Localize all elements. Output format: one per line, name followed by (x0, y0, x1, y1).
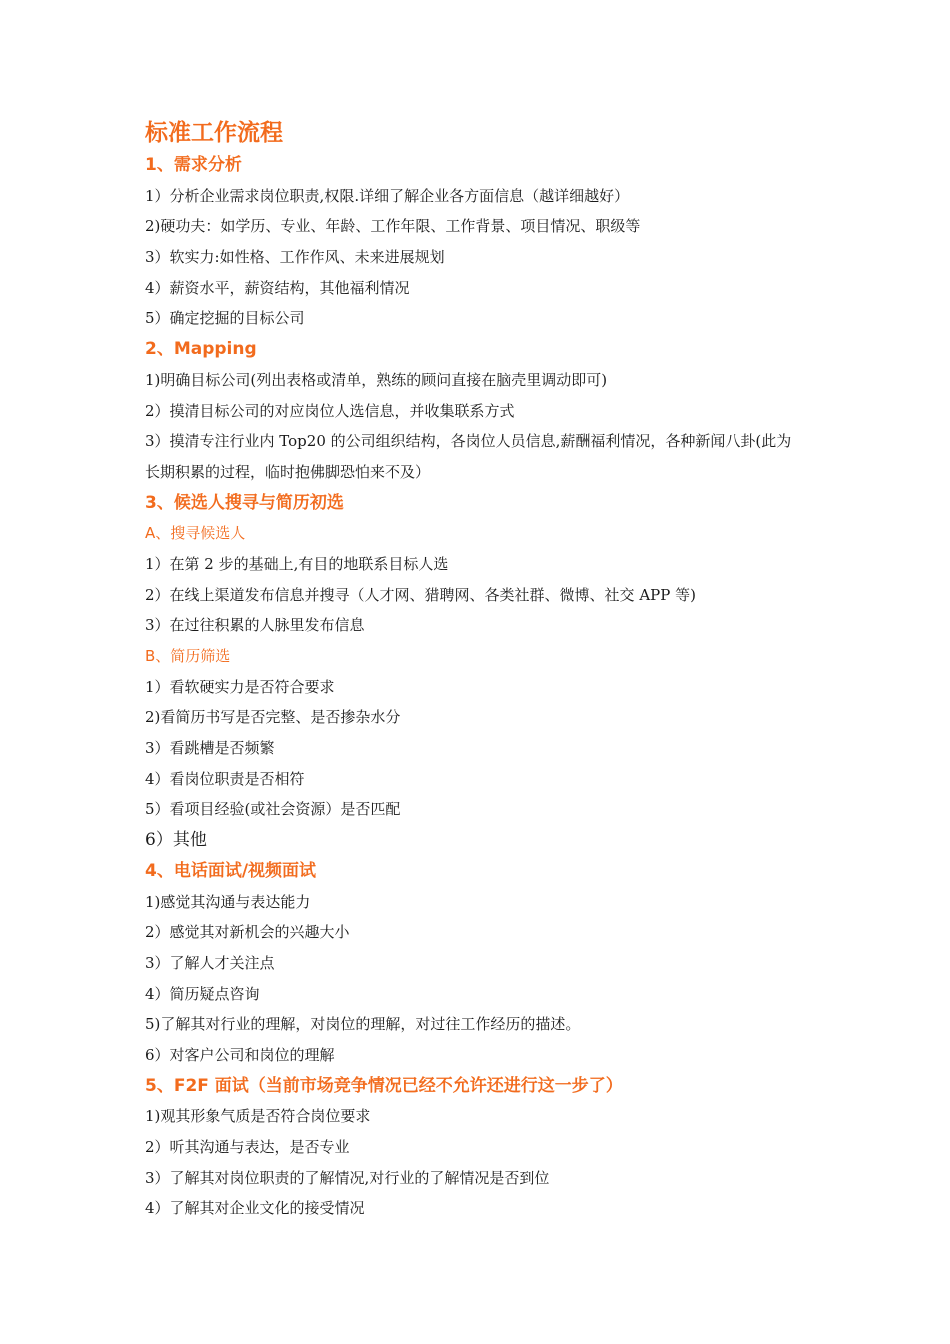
list-item: 3）了解人才关注点 (145, 953, 275, 972)
section-mapping (145, 334, 825, 487)
section-heading: 3、候选人搜寻与简历初选 (145, 492, 344, 513)
list-item: 3）在过往积累的人脉里发布信息 (145, 616, 365, 635)
list-item: 3）软实力:如性格、工作作风、未来进展规划 (145, 248, 445, 267)
list-item: 1)明确目标公司(列出表格或清单，熟练的顾问直接在脑壳里调动即可) (145, 370, 608, 389)
list-item: 5）看项目经验(或社会资源）是否匹配 (145, 800, 401, 819)
section-requirements-analysis (145, 150, 825, 334)
section-heading: 1、需求分析 (145, 155, 242, 175)
list-item: 1)感觉其沟通与表达能力 (145, 892, 311, 911)
section-phone-interview (145, 856, 825, 1071)
list-item: 4）看岗位职责是否相符 (145, 769, 305, 788)
list-item: 1）在第 2 步的基础上,有目的地联系目标人选 (145, 554, 449, 573)
document-content (145, 116, 825, 1224)
list-item: 5)了解其对行业的理解，对岗位的理解，对过往工作经历的描述。 (145, 1015, 581, 1034)
list-item: 5）确定挖掘的目标公司 (145, 309, 305, 328)
list-item: 4）简历疑点咨询 (145, 984, 260, 1003)
list-item: 4）薪资水平，薪资结构，其他福利情况 (145, 278, 410, 297)
subsection-heading: B、简历筛选 (145, 647, 231, 666)
list-item: 2）在线上渠道发布信息并搜寻（人才网、猎聘网、各类社群、微博、社交 APP 等) (145, 585, 696, 604)
section-candidate-search (145, 488, 825, 856)
list-item: 2)看简历书写是否完整、是否掺杂水分 (145, 708, 401, 727)
section-heading: 2、Mapping (145, 339, 257, 360)
list-item: 3）看跳槽是否频繁 (145, 739, 275, 758)
list-item: 2）感觉其对新机会的兴趣大小 (145, 923, 350, 942)
list-item: 6）对客户公司和岗位的理解 (145, 1045, 335, 1064)
list-item: 2）摸清目标公司的对应岗位人选信息，并收集联系方式 (145, 401, 515, 420)
list-item: 3）摸清专注行业内 Top20 的公司组织结构，各岗位人员信息,薪酬福利情况，各种新闻八卦(此为长期积累的过程，临时抱佛脚恐怕来不及） (145, 432, 792, 481)
section-heading: 5、F2F 面试（当前市场竞争情况已经不允许还进行这一步了） (145, 1075, 623, 1096)
list-item: 1）看软硬实力是否符合要求 (145, 677, 335, 696)
list-item: 6）其他 (145, 830, 207, 851)
subsection-heading: A、搜寻候选人 (145, 524, 246, 543)
list-item: 2)硬功夫：如学历、专业、年龄、工作年限、工作背景、项目情况、职级等 (145, 217, 641, 236)
list-item: 4）了解其对企业文化的接受情况 (145, 1199, 365, 1218)
list-item: 2）听其沟通与表达，是否专业 (145, 1138, 350, 1157)
section-f2f-interview (145, 1071, 825, 1224)
document-title: 标准工作流程 (145, 120, 283, 146)
section-heading: 4、电话面试/视频面试 (145, 860, 317, 881)
list-item: 1）分析企业需求岗位职责,权限.详细了解企业各方面信息（越详细越好） (145, 186, 630, 205)
list-item: 1)观其形象气质是否符合岗位要求 (145, 1107, 371, 1126)
list-item: 3）了解其对岗位职责的了解情况,对行业的了解情况是否到位 (145, 1168, 550, 1187)
